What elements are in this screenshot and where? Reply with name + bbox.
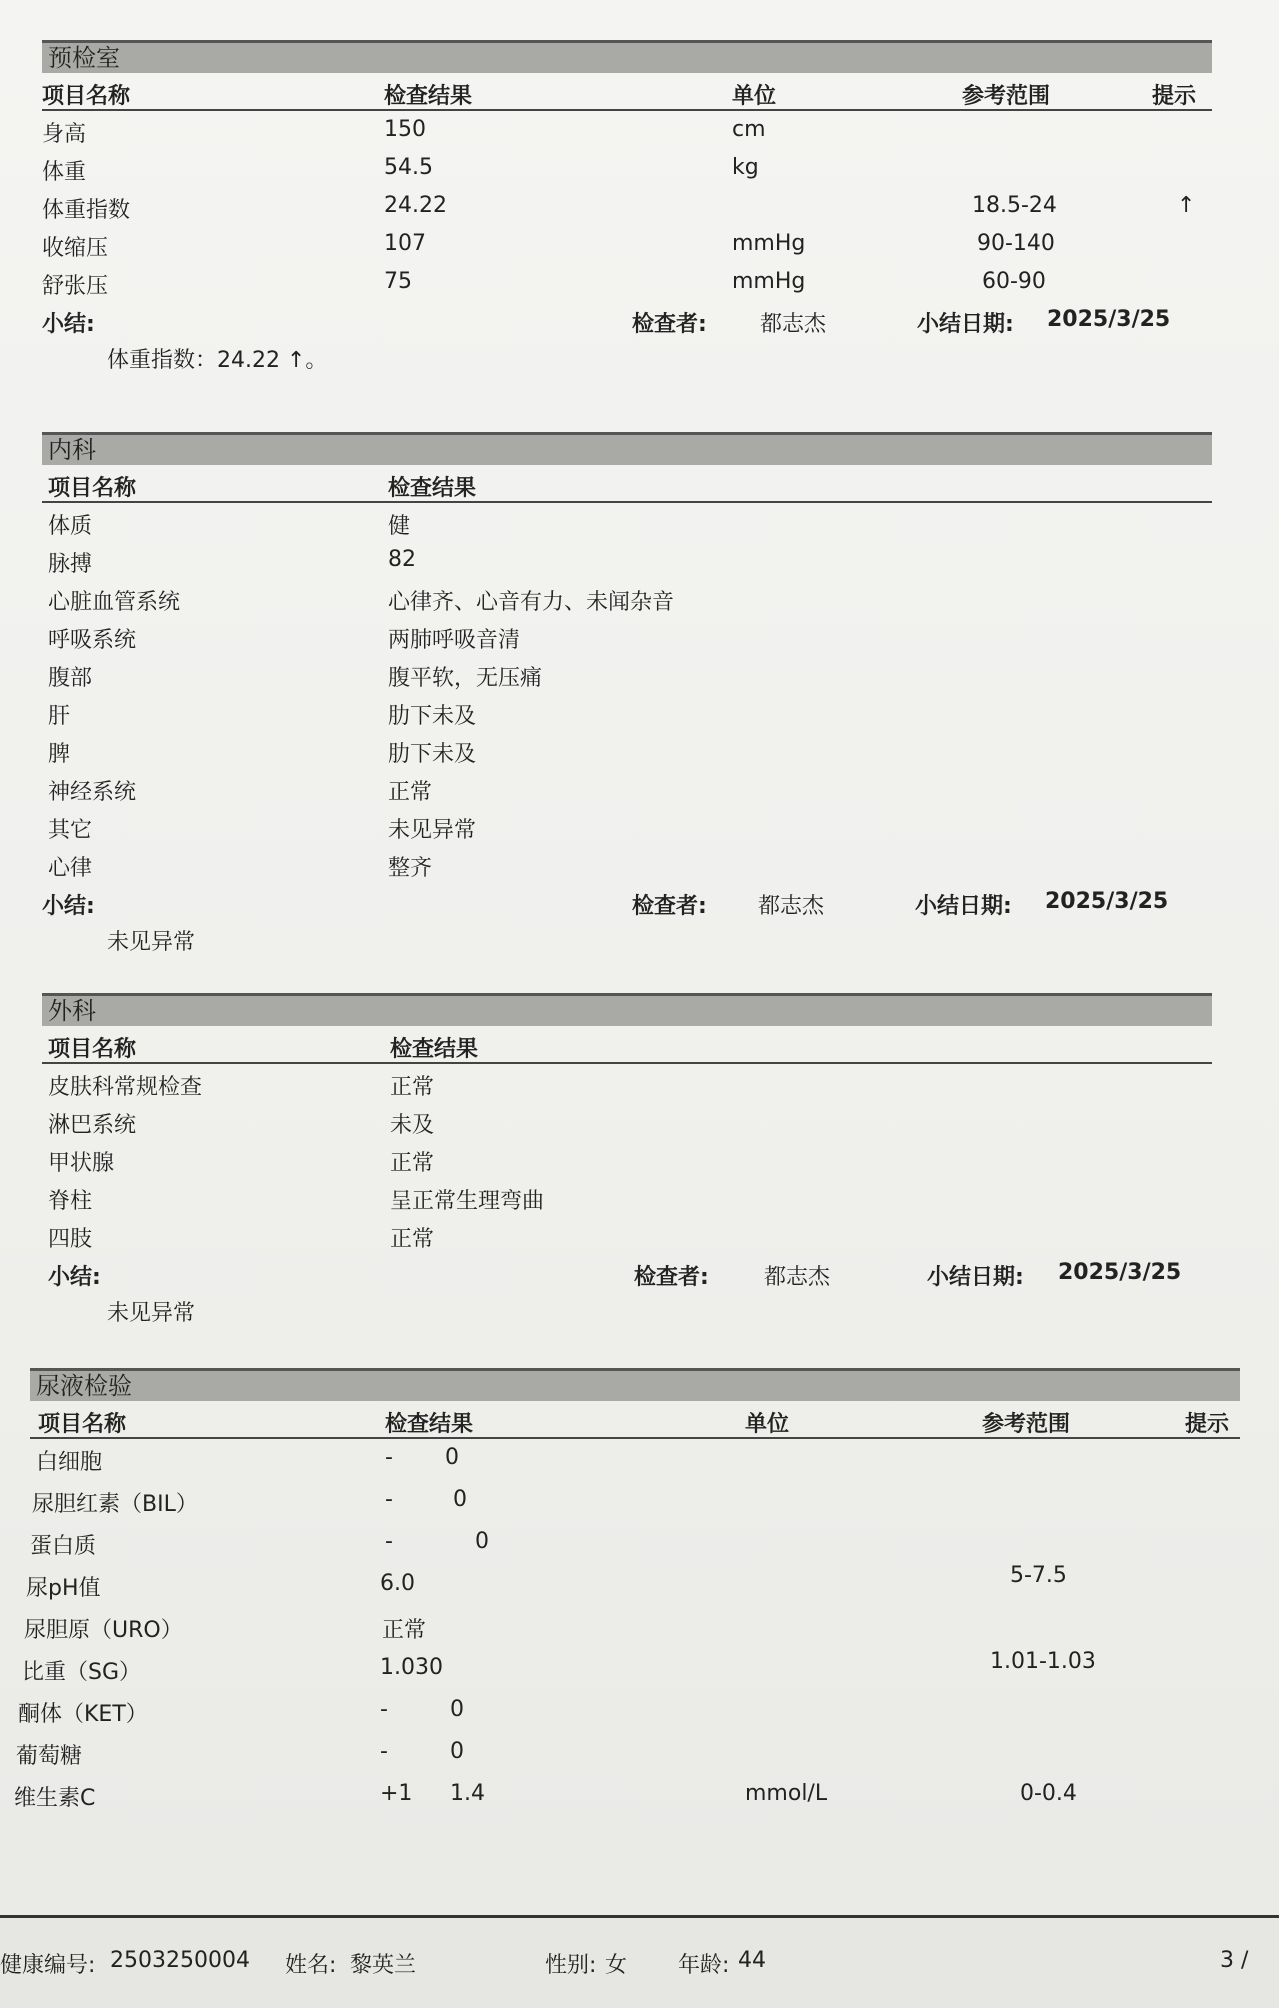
item-result: 正常 <box>390 1151 435 1176</box>
header-hint: 提示 <box>1152 84 1197 109</box>
item-result: 整齐 <box>388 856 433 881</box>
summary-date: 2025/3/25 <box>1045 889 1169 914</box>
item-result: 1.4 <box>450 1781 485 1806</box>
item-range: 18.5-24 <box>972 193 1057 218</box>
item-result: 75 <box>384 269 412 294</box>
age-label: 年龄: <box>678 1953 730 1978</box>
table-row <box>24 1607 1240 1649</box>
item-result: 肋下未及 <box>388 742 477 767</box>
item-result: 两肺呼吸音清 <box>388 628 521 653</box>
item-name: 四肢 <box>48 1227 93 1252</box>
item-name: 脊柱 <box>48 1189 93 1214</box>
item-unit: cm <box>732 117 766 142</box>
header-hint: 提示 <box>1185 1412 1230 1437</box>
item-result: 150 <box>384 117 426 142</box>
summary-row <box>42 301 1212 339</box>
table-row <box>42 1216 1212 1254</box>
table-row <box>42 655 1212 693</box>
date-label: 小结日期: <box>927 1265 1024 1290</box>
table-row <box>18 1691 1240 1733</box>
patient-age: 44 <box>738 1948 766 1973</box>
summary-date: 2025/3/25 <box>1058 1260 1182 1285</box>
patient-name: 黎英兰 <box>350 1953 417 1978</box>
item-unit: mmHg <box>732 231 806 256</box>
table-row <box>30 1481 1240 1523</box>
name-label: 姓名: <box>285 1953 337 1978</box>
item-name: 体重 <box>42 160 87 185</box>
table-row <box>42 769 1212 807</box>
item-result: 呈正常生理弯曲 <box>390 1189 545 1214</box>
item-unit: mmol/L <box>745 1781 828 1806</box>
item-unit: mmHg <box>732 269 806 294</box>
up-arrow-icon: ↑ <box>1177 193 1196 218</box>
item-result: 24.22 <box>384 193 447 218</box>
item-name: 其它 <box>48 818 93 843</box>
table-row <box>42 263 1212 301</box>
item-result: 正常 <box>390 1075 435 1100</box>
item-name: 心律 <box>48 856 93 881</box>
examiner-label: 检查者: <box>634 1265 709 1290</box>
item-name: 尿胆原（URO） <box>24 1618 183 1643</box>
header-name: 项目名称 <box>42 84 131 109</box>
item-name: 呼吸系统 <box>48 628 137 653</box>
item-result: 54.5 <box>384 155 433 180</box>
item-result: 0 <box>445 1445 459 1470</box>
table-row <box>42 1178 1212 1216</box>
table-row <box>42 807 1212 845</box>
item-result: 腹平软，无压痛 <box>388 666 543 691</box>
section-title: 尿液检验 <box>30 1368 1240 1401</box>
item-name: 体重指数 <box>42 198 131 223</box>
item-name: 甲状腺 <box>48 1151 115 1176</box>
item-name: 尿pH值 <box>26 1576 101 1601</box>
header-name: 项目名称 <box>38 1412 127 1437</box>
page-number: 3 / <box>1220 1948 1249 1973</box>
item-flag: - <box>385 1445 393 1470</box>
item-result: 肋下未及 <box>388 704 477 729</box>
summary-text <box>42 1292 1212 1328</box>
header-result: 检查结果 <box>390 1037 479 1062</box>
item-result: 82 <box>388 547 416 572</box>
item-name: 体质 <box>48 514 93 539</box>
item-name: 比重（SG） <box>22 1660 142 1685</box>
summary-date: 2025/3/25 <box>1047 307 1171 332</box>
item-name: 淋巴系统 <box>48 1113 137 1138</box>
item-range: 60-90 <box>982 269 1046 294</box>
section-urinalysis <box>14 1368 1240 1817</box>
table-row <box>42 845 1212 883</box>
item-result: 未见异常 <box>388 818 477 843</box>
table-row <box>16 1733 1240 1775</box>
item-name: 舒张压 <box>42 274 109 299</box>
item-result: 1.030 <box>380 1655 443 1680</box>
table-row <box>42 1102 1212 1140</box>
table-header <box>42 465 1212 503</box>
item-name: 白细胞 <box>36 1450 103 1475</box>
item-result: 0 <box>475 1529 489 1554</box>
summary-content: 未见异常 <box>107 930 196 955</box>
header-result: 检查结果 <box>388 476 477 501</box>
table-row <box>14 1775 1240 1817</box>
item-name: 身高 <box>42 122 87 147</box>
section-surgery <box>42 993 1212 1328</box>
table-header <box>30 1401 1240 1439</box>
summary-text <box>42 339 1212 375</box>
table-row <box>42 579 1212 617</box>
examiner-label: 检查者: <box>632 894 707 919</box>
section-internal-medicine <box>42 432 1212 957</box>
summary-label: 小结: <box>48 1265 101 1290</box>
date-label: 小结日期: <box>915 894 1012 919</box>
item-name: 蛋白质 <box>30 1534 97 1559</box>
header-result: 检查结果 <box>384 84 473 109</box>
item-result: 107 <box>384 231 426 256</box>
header-name: 项目名称 <box>48 1037 137 1062</box>
item-name: 葡萄糖 <box>16 1744 83 1769</box>
section-title: 外科 <box>42 993 1212 1026</box>
header-range: 参考范围 <box>962 84 1051 109</box>
header-range: 参考范围 <box>982 1412 1071 1437</box>
date-label: 小结日期: <box>917 312 1014 337</box>
header-result: 检查结果 <box>385 1412 474 1437</box>
health-id-label: 健康编号: <box>0 1953 96 1978</box>
patient-sex: 女 <box>605 1953 628 1978</box>
item-range: 0-0.4 <box>1020 1781 1077 1806</box>
item-range: 90-140 <box>977 231 1055 256</box>
health-id: 2503250004 <box>110 1948 250 1973</box>
item-name: 收缩压 <box>42 236 109 261</box>
item-unit: kg <box>732 155 759 180</box>
header-unit: 单位 <box>745 1412 790 1437</box>
item-result: 0 <box>450 1739 464 1764</box>
item-result: 正常 <box>388 780 433 805</box>
table-row <box>42 149 1212 187</box>
item-flag: +1 <box>380 1781 413 1806</box>
table-row <box>30 1439 1240 1481</box>
examiner-name: 都志杰 <box>760 312 827 337</box>
summary-label: 小结: <box>42 312 95 337</box>
summary-content: 体重指数：24.22 ↑。 <box>107 348 328 373</box>
table-header <box>42 1026 1212 1064</box>
item-result: 0 <box>450 1697 464 1722</box>
item-flag: - <box>380 1739 388 1764</box>
item-result: 正常 <box>390 1227 435 1252</box>
item-flag: - <box>385 1487 393 1512</box>
item-name: 维生素C <box>14 1786 96 1811</box>
table-header <box>42 73 1212 111</box>
item-name: 酮体（KET） <box>18 1702 148 1727</box>
examiner-name: 都志杰 <box>764 1265 831 1290</box>
examiner-name: 都志杰 <box>758 894 825 919</box>
table-row <box>42 617 1212 655</box>
page-footer <box>0 1915 1279 2008</box>
item-result: 正常 <box>382 1618 427 1643</box>
item-name: 心脏血管系统 <box>48 590 181 615</box>
item-name: 肝 <box>48 704 71 729</box>
item-name: 尿胆红素（BIL） <box>32 1492 198 1517</box>
table-row <box>30 1523 1240 1565</box>
section-precheck <box>42 40 1212 375</box>
item-result: 未及 <box>390 1113 435 1138</box>
item-name: 脉搏 <box>48 552 93 577</box>
item-name: 神经系统 <box>48 780 137 805</box>
section-title: 内科 <box>42 432 1212 465</box>
table-row <box>22 1649 1240 1691</box>
item-flag: - <box>385 1529 393 1554</box>
sex-label: 性别: <box>545 1953 597 1978</box>
table-row <box>42 1064 1212 1102</box>
item-result: 健 <box>388 514 411 539</box>
table-row <box>42 111 1212 149</box>
item-range: 5-7.5 <box>1010 1563 1067 1588</box>
table-row <box>42 693 1212 731</box>
examiner-label: 检查者: <box>632 312 707 337</box>
item-name: 腹部 <box>48 666 93 691</box>
summary-row <box>42 883 1212 921</box>
table-row <box>42 731 1212 769</box>
table-row <box>42 1140 1212 1178</box>
summary-content: 未见异常 <box>107 1301 196 1326</box>
table-row <box>42 503 1212 541</box>
summary-text <box>42 921 1212 957</box>
table-row <box>42 225 1212 263</box>
header-unit: 单位 <box>732 84 777 109</box>
item-result: 6.0 <box>380 1571 415 1596</box>
item-name: 脾 <box>48 742 71 767</box>
section-title: 预检室 <box>42 40 1212 73</box>
table-row <box>26 1563 1240 1607</box>
item-result: 0 <box>453 1487 467 1512</box>
table-row <box>42 541 1212 579</box>
summary-label: 小结: <box>42 894 95 919</box>
item-result: 心律齐、心音有力、未闻杂音 <box>388 590 675 615</box>
table-row <box>42 187 1212 225</box>
item-range: 1.01-1.03 <box>990 1649 1096 1674</box>
item-name: 皮肤科常规检查 <box>48 1075 203 1100</box>
item-flag: - <box>380 1697 388 1722</box>
header-name: 项目名称 <box>48 476 137 501</box>
summary-row <box>42 1254 1212 1292</box>
